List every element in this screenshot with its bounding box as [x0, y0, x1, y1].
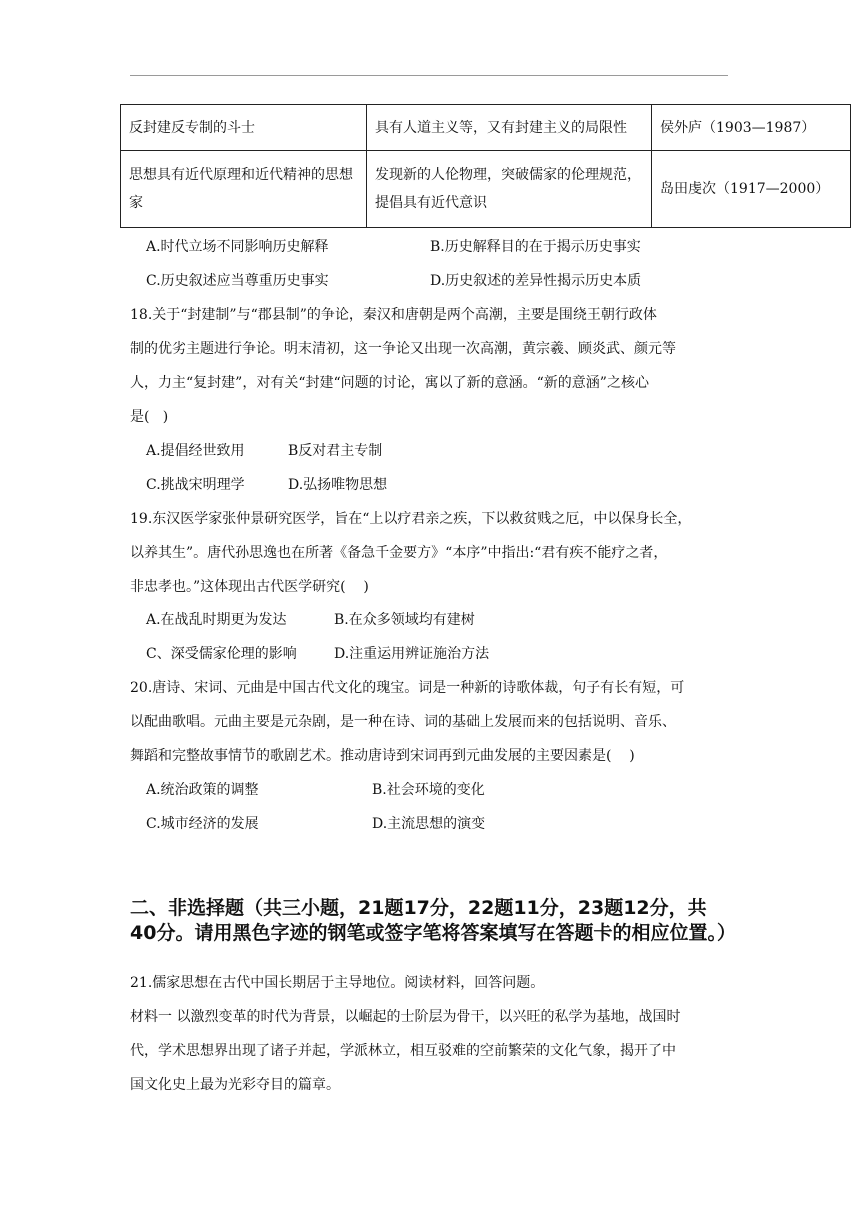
q19-stem-line2: 以养其生”。唐代孙思逸也在所著《备急千金要方》“本序”中指出:“君有疾不能疗之者，	[130, 545, 668, 561]
q20-option-d: D.主流思想的演变	[372, 816, 486, 832]
header-rule	[130, 75, 728, 76]
q18-option-a: A.提倡经世致用	[146, 443, 245, 459]
table-cell: 侯外庐（1903—1987）	[652, 105, 851, 151]
table-cell: 岛田虔次（1917—2000）	[652, 151, 851, 228]
q17-option-c: C.历史叙述应当尊重历史事实	[146, 273, 329, 289]
q18-stem-line4: 是( )	[130, 409, 169, 425]
q21-stem: 21.儒家思想在古代中国长期居于主导地位。阅读材料，回答问题。	[130, 975, 545, 991]
q18-stem-line1: 18.关于“封建制”与“郡县制”的争论，秦汉和唐朝是两个高潮，主要是围绕王朝行政体	[130, 307, 657, 323]
q20-option-b: B.社会环境的变化	[372, 782, 485, 798]
table-cell: 思想具有近代原理和近代精神的思想家	[121, 151, 367, 228]
q20-stem-line1: 20.唐诗、宋词、元曲是中国古代文化的瑰宝。词是一种新的诗歌体裁，句子有长有短，可	[130, 680, 685, 696]
q19-option-d: D.注重运用辨证施治方法	[334, 646, 490, 662]
q18-option-d: D.弘扬唯物思想	[288, 477, 388, 493]
table-cell: 反封建反专制的斗士	[121, 105, 367, 151]
q19-option-b: B.在众多领域均有建树	[334, 612, 475, 628]
q20-option-c: C.城市经济的发展	[146, 816, 259, 832]
table-row	[121, 151, 851, 228]
q20-option-a: A.统治政策的调整	[146, 782, 259, 798]
q18-option-b: B反对君主专制	[288, 443, 383, 459]
q21-material-line2: 代，学术思想界出现了诸子并起，学派林立，相互驳难的空前繁荣的文化气象，揭开了中	[130, 1043, 676, 1059]
q20-stem-line3: 舞蹈和完整故事情节的歌剧艺术。推动唐诗到宋词再到元曲发展的主要因素是( )	[130, 748, 635, 764]
q21-material-line1: 材料一 以激烈变革的时代为背景，以崛起的士阶层为骨干，以兴旺的私学为基地，战国时	[130, 1009, 681, 1025]
q17-option-a: A.时代立场不同影响历史解释	[146, 239, 329, 255]
q18-stem-line2: 制的优劣主题进行争论。明末清初，这一争论又出现一次高潮，黄宗羲、顾炎武、颜元等	[130, 341, 676, 357]
table-row	[121, 105, 851, 151]
q19-stem-line1: 19.东汉医学家张仲景研究医学，旨在“上以疗君亲之疾，下以救贫贱之厄，中以保身长全，	[130, 511, 692, 527]
q19-stem-line3: 非忠孝也。”这体现出古代医学研究( )	[130, 579, 369, 595]
q21-material-line3: 国文化史上最为光彩夺目的篇章。	[130, 1077, 340, 1093]
q19-option-c: C、深受儒家伦理的影响	[146, 646, 297, 662]
section-heading: 二、非选择题（共三小题，21题17分，22题11分，23题12分，共40分。请用黑色字迹的钢笔或签字笔将答案填写在答题卡的相应位置。）	[130, 897, 736, 944]
table-cell: 发现新的人伦物理，突破儒家的伦理规范，提倡具有近代意识	[367, 151, 652, 228]
comparison-table	[120, 104, 851, 228]
q17-option-d: D.历史叙述的差异性揭示历史本质	[430, 273, 642, 289]
q18-option-c: C.挑战宋明理学	[146, 477, 245, 493]
table-cell: 具有人道主义等，又有封建主义的局限性	[367, 105, 652, 151]
q20-stem-line2: 以配曲歌唱。元曲主要是元杂剧，是一种在诗、词的基础上发展而来的包括说明、音乐、	[130, 714, 676, 730]
q18-stem-line3: 人，力主“复封建”，对有关“封建“问题的讨论，寓以了新的意涵。“新的意涵”之核心	[130, 375, 649, 391]
q17-option-b: B.历史解释目的在于揭示历史事实	[430, 239, 641, 255]
q19-option-a: A.在战乱时期更为发达	[146, 612, 287, 628]
